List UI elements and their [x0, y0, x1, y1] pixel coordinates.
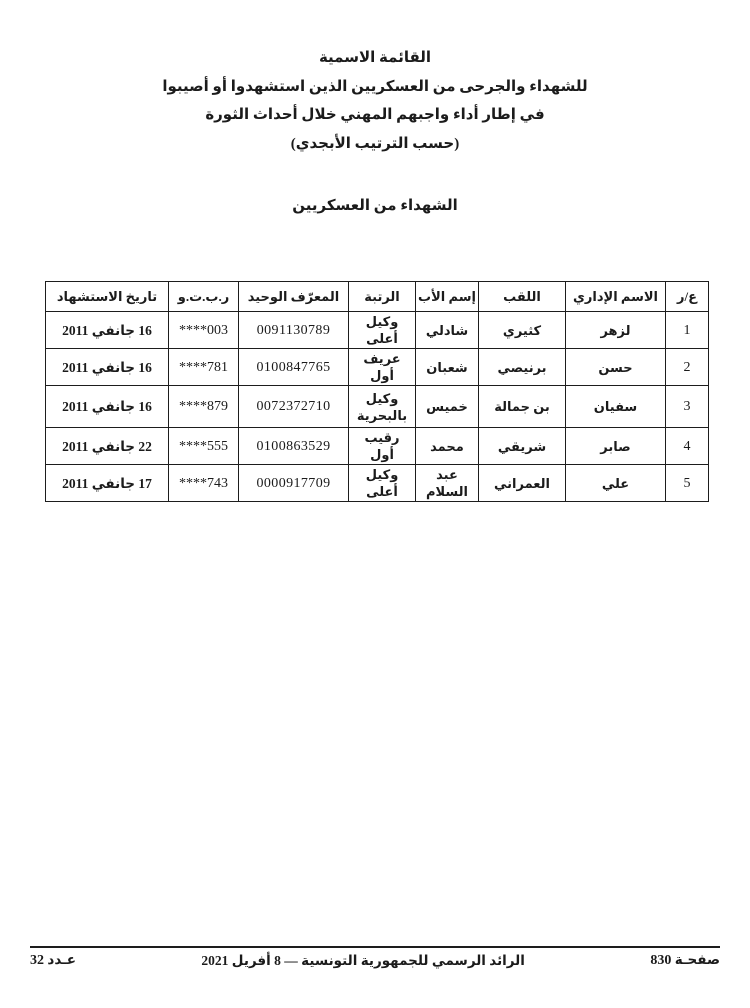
table-cell: سفيان [566, 386, 666, 428]
title-line-4: (حسب الترتيب الأبجدي) [290, 135, 460, 152]
table-body [46, 312, 709, 502]
table-cell: محمد [416, 428, 479, 465]
header-unique-id: المعرّف الوحيد [239, 282, 349, 312]
table-cell: ****743 [169, 465, 239, 502]
table-cell: رقيب أول [349, 428, 416, 465]
table-cell: بن جمالة [479, 386, 566, 428]
table-cell: ****003 [169, 312, 239, 349]
table-cell: ****555 [169, 428, 239, 465]
table-cell: برنيصي [479, 349, 566, 386]
table-cell: وكيل أعلى [349, 312, 416, 349]
table-cell: 0091130789 [239, 312, 349, 349]
table-cell: 16 جانفي 2011 [46, 386, 169, 428]
footer-page-value: 830 [650, 953, 672, 968]
table-row [46, 465, 709, 502]
table-header-row [46, 282, 709, 312]
header-national-id: ر.ب.ت.و [169, 282, 239, 312]
header-rank: الرتبة [349, 282, 416, 312]
table-cell: عبد السلام [416, 465, 479, 502]
title-line-3: في إطار أداء واجبهم المهني خلال أحداث الثورة [205, 107, 545, 123]
table-cell: وكيل أعلى [349, 465, 416, 502]
table-cell: ****879 [169, 386, 239, 428]
table-cell: وكيل بالبحرية [349, 386, 416, 428]
table-cell: 4 [666, 428, 709, 465]
table-cell: علي [566, 465, 666, 502]
table-cell: 0072372710 [239, 386, 349, 428]
footer-page-label: صفحـة [674, 952, 720, 967]
section-title: الشهداء من العسكريين [292, 198, 458, 214]
table-cell: لزهر [566, 312, 666, 349]
table-row [46, 349, 709, 386]
footer-issue-label: عـدد [47, 952, 76, 967]
table-cell: شريقي [479, 428, 566, 465]
table-row [46, 428, 709, 465]
table-cell: 22 جانفي 2011 [46, 428, 169, 465]
footer-divider [30, 946, 720, 948]
table-cell: شعبان [416, 349, 479, 386]
header-surname: اللقب [479, 282, 566, 312]
table-cell: 0100847765 [239, 349, 349, 386]
table-cell: 0000917709 [239, 465, 349, 502]
table-cell: عريف أول [349, 349, 416, 386]
document-title-block [0, 44, 750, 158]
footer-issue-value: 32 [30, 953, 45, 968]
table-cell: كثيري [479, 312, 566, 349]
title-line-2: للشهداء والجرحى من العسكريين الذين استشهدوا أو أصيبوا [162, 78, 588, 95]
table-cell: حسن [566, 349, 666, 386]
table-header [46, 282, 709, 312]
table-cell: 3 [666, 386, 709, 428]
footer-page-number [650, 952, 720, 969]
table-row [46, 312, 709, 349]
header-father-name: إسم الأب [416, 282, 479, 312]
table-cell: 1 [666, 312, 709, 349]
table-cell: ****781 [169, 349, 239, 386]
table-cell: العمراني [479, 465, 566, 502]
footer-gazette-title: الرائد الرسمي للجمهورية التونسية — 8 أفريل 2021 [201, 952, 525, 968]
title-line-1: القائمة الاسمية [318, 50, 432, 66]
table-cell: 16 جانفي 2011 [46, 312, 169, 349]
table-cell: 2 [666, 349, 709, 386]
table-cell: 16 جانفي 2011 [46, 349, 169, 386]
table-row [46, 386, 709, 428]
table-cell: 5 [666, 465, 709, 502]
header-ordinal: ع/ر [666, 282, 709, 312]
header-martyrdom-date: تاريخ الاستشهاد [46, 282, 169, 312]
table-cell: خميس [416, 386, 479, 428]
footer-issue-number [30, 952, 76, 969]
header-admin-name: الاسم الإداري [566, 282, 666, 312]
table-cell: شادلي [416, 312, 479, 349]
table-cell: 0100863529 [239, 428, 349, 465]
table-cell: صابر [566, 428, 666, 465]
page-footer [30, 952, 720, 969]
table-cell: 17 جانفي 2011 [46, 465, 169, 502]
martyrs-table [45, 281, 709, 502]
